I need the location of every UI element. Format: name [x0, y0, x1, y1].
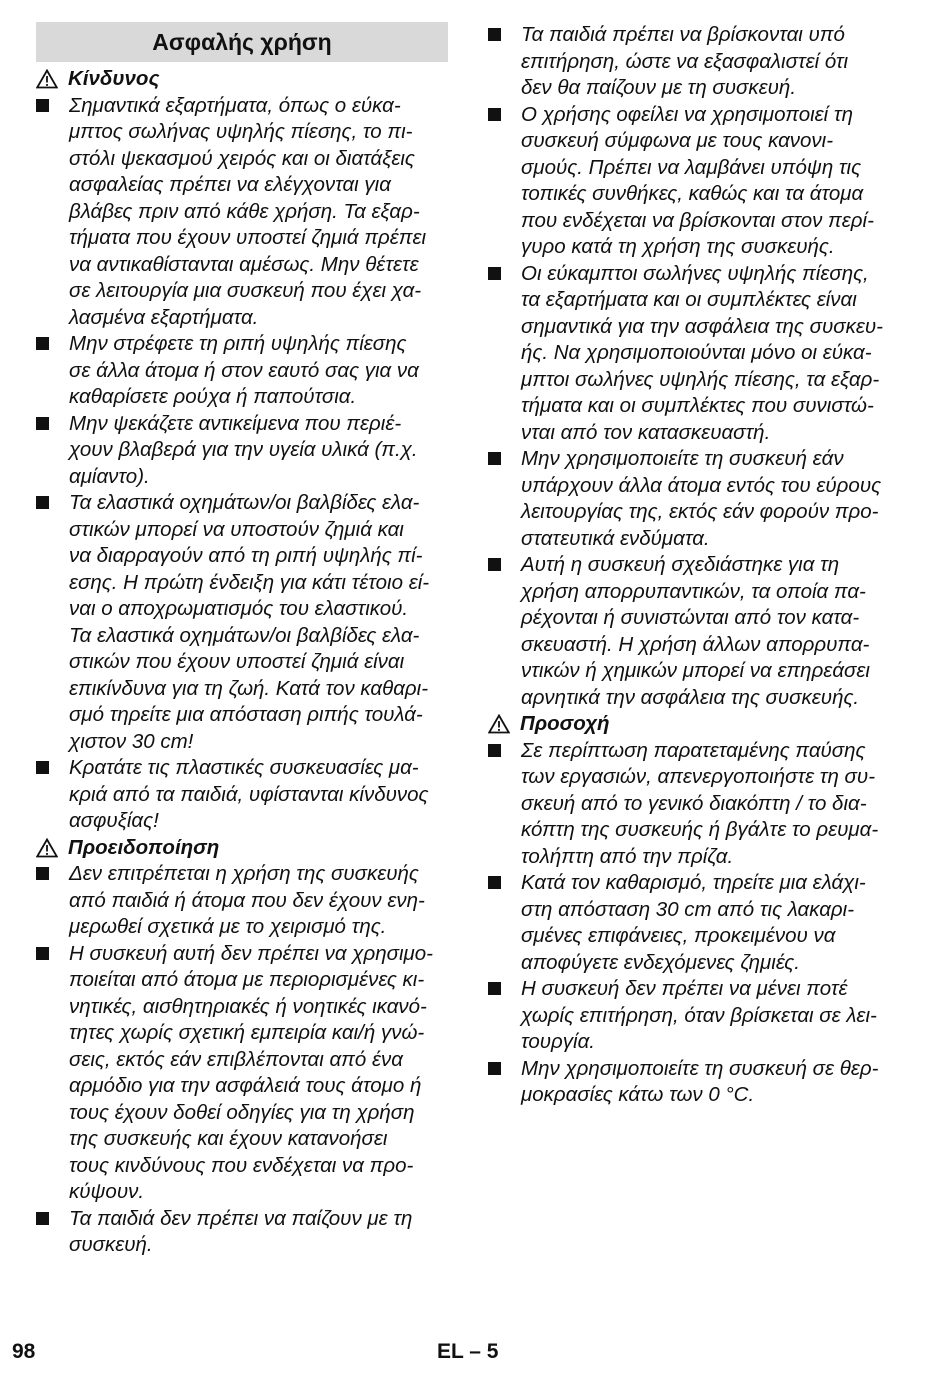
list-item-text: Τα ελαστικά οχημάτων/οι βαλβίδες ελα- στικών μπορεί να υποστούν ζημιά και να διαρραγούν από τη ριπή υψηλής πί- εσης. Η πρώτη ένδειξη για κάτι τέτοιο εί- ναι ο αποχρωματισμός του ελαστικού. Τα ελαστικά οχημάτων/οι βαλβίδες ελα- στικών που έχουν υποστεί ζημιά είναι επικίνδυνα για τη ζωή. Κατά τον καθαρι- σμό τηρείτε μια απόσταση ριπής τουλά- χιστον 30 cm! — [69, 491, 430, 753]
list-item — [488, 976, 910, 1056]
square-bullet — [488, 108, 501, 121]
list-item-text: Μην χρησιμοποιείτε τη συσκευή σε θερ- μοκρασίες κάτω των 0 °C. — [521, 1056, 879, 1106]
list-item — [488, 870, 910, 976]
list-item-text: Αυτή η συσκευή σχεδιάστηκε για τη χρήση απορρυπαντικών, τα οποία πα- ρέχονται ή συνιστώνται από τον κατα- σκευαστή. Η χρήση άλλων απορρυπα- ντικών ή χημικών μπορεί να επηρεάσει αρνητικά την ασφάλεια της συσκευής. — [521, 553, 870, 709]
section-title: Ασφαλής χρήση — [36, 22, 448, 62]
list-item-text: Κρατάτε τις πλαστικές συσκευασίες μα- κριά από τα παιδιά, υφίστανται κίνδυνος ασφυξίας! — [69, 756, 429, 832]
list-item — [36, 755, 448, 835]
warning-triangle-icon — [488, 714, 510, 734]
list-item — [36, 411, 448, 491]
list-item — [36, 93, 448, 332]
square-bullet — [36, 496, 49, 509]
warning-triangle-icon — [36, 838, 58, 858]
language-page-label: EL – 5 — [437, 1340, 499, 1363]
list-item-text: Τα παιδιά δεν πρέπει να παίζουν με τη συσκευή. — [69, 1206, 413, 1256]
list-item — [488, 261, 910, 447]
square-bullet — [488, 558, 501, 571]
list-item — [488, 446, 910, 552]
left-column — [36, 22, 448, 1259]
list-item-text: Σε περίπτωση παρατεταμένης παύσης των εργασιών, απενεργοποιήστε τη συ- σκευή από το γενικό διακόπτη / το δια- κόπτη της συσκευής ή βγάλτε το ρευμα- τολήπτη από την πρίζα. — [521, 738, 879, 868]
square-bullet — [488, 982, 501, 995]
square-bullet — [488, 28, 501, 41]
caution-heading-label: Προσοχή — [520, 712, 610, 735]
list-item — [36, 941, 448, 1206]
list-item-text: Μην ψεκάζετε αντικείμενα που περιέ- χουν βλαβερά για την υγεία υλικά (π.χ. αμίαντο). — [69, 411, 418, 488]
square-bullet — [488, 1062, 501, 1075]
square-bullet — [36, 337, 49, 350]
danger-heading — [36, 66, 448, 93]
list-item-text: Δεν επιτρέπεται η χρήση της συσκευής από παιδιά ή άτομα που δεν έχουν ενη- μερωθεί σχετικά με το χειρισμό της. — [69, 862, 425, 938]
warning-heading-label: Προειδοποίηση — [68, 835, 220, 859]
caution-heading — [488, 711, 910, 738]
list-item-text: Η συσκευή αυτή δεν πρέπει να χρησιμο- ποιείται από άτομα με περιορισμένες κι- νητικές, αισθητηριακές ή νοητικές ικανό- τητες χωρίς σχετική εμπειρία και/ή γνώ- σεις, εκτός εάν επιβλέπονται από ένα αρμόδιο για την ασφάλειά τους άτομο ή τους έχουν δοθεί οδηγίες για τη χρήση της συσκευής και έχουν κατανοήσει τους κινδύνους που ενδέχεται να προ- κύψουν. — [69, 941, 433, 1203]
list-item — [36, 490, 448, 755]
list-item-text: Σημαντικά εξαρτήματα, όπως ο εύκα- μπτος σωλήνας υψηλής πίεσης, το πι- στόλι ψεκασμού χειρός και οι διατάξεις ασφαλείας πρέπει να ελέγχονται για βλάβες πριν από κάθε χρήση. Τα εξαρ- τήματα που έχουν υποστεί ζημιά πρέπει να αντικαθίστανται αμέσως. Μην θέτετε σε λειτουργία μια συσκευή που έχει χα- λασμένα εξαρτήματα. — [69, 93, 427, 329]
square-bullet — [488, 876, 501, 889]
list-item — [488, 22, 910, 102]
page-number: 98 — [12, 1340, 36, 1363]
list-item — [488, 552, 910, 711]
list-item — [488, 738, 910, 871]
right-column — [488, 22, 910, 1109]
square-bullet — [36, 1212, 49, 1225]
list-item — [488, 1056, 910, 1109]
list-item — [36, 331, 448, 411]
square-bullet — [36, 867, 49, 880]
square-bullet — [488, 452, 501, 465]
list-item-text: Ο χρήσης οφείλει να χρησιμοποιεί τη συσκευή σύμφωνα με τους κανονι- σμούς. Πρέπει να λαμβάνει υπόψη τις τοπικές συνθήκες, καθώς και τα άτομα που ενδέχεται να βρίσκονται στον περί- γυρο κατά τη χρήση της συσκευής. — [521, 102, 874, 258]
list-item-text: Μην στρέφετε τη ριπή υψηλής πίεσης σε άλλα άτομα ή στον εαυτό σας για να καθαρίσετε ρούχα ή παπούτσια. — [69, 332, 419, 408]
list-item-text: Μην χρησιμοποιείτε τη συσκευή εάν υπάρχουν άλλα άτομα εντός του εύρους λειτουργίας της, εκτός εάν φορούν προ- στατευτικά ενδύματα. — [521, 447, 882, 550]
square-bullet — [36, 99, 49, 112]
list-item-text: Οι εύκαμπτοι σωλήνες υψηλής πίεσης, τα εξαρτήματα και οι συμπλέκτες είναι σημαντικά για την ασφάλεια της συσκευ- ής. Να χρησιμοποιούνται μόνο οι εύκα- μπτοι σωλήνες υψηλής πίεσης, τα εξαρ- τήματα και οι συμπλέκτες που συνιστώ- νται από τον κατασκευαστή. — [521, 261, 883, 444]
square-bullet — [36, 417, 49, 430]
list-item-text: Η συσκευή δεν πρέπει να μένει ποτέ χωρίς επιτήρηση, όταν βρίσκεται σε λει- τουργία. — [521, 977, 877, 1053]
list-item — [36, 861, 448, 941]
list-item — [36, 1206, 448, 1259]
square-bullet — [488, 744, 501, 757]
square-bullet — [488, 267, 501, 280]
square-bullet — [36, 947, 49, 960]
list-item — [488, 102, 910, 261]
square-bullet — [36, 761, 49, 774]
warning-triangle-icon — [36, 69, 58, 89]
list-item-text: Τα παιδιά πρέπει να βρίσκονται υπό επιτήρηση, ώστε να εξασφαλιστεί ότι δεν θα παίζουν με τη συσκευή. — [521, 23, 849, 99]
list-item-text: Κατά τον καθαρισμό, τηρείτε μια ελάχι- στη απόσταση 30 cm από τις λακαρι- σμένες επιφάνειες, προκειμένου να αποφύγετε ενδεχόμενες ζημιές. — [521, 871, 866, 974]
warning-heading — [36, 835, 448, 862]
danger-heading-label: Κίνδυνος — [68, 67, 160, 90]
